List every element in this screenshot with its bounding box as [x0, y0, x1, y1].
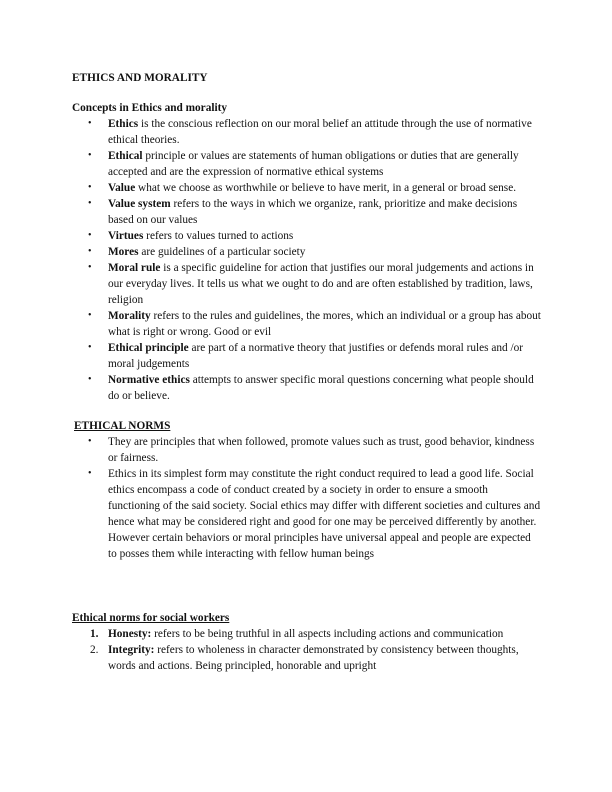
norm-text: They are principles that when followed, promote values such as trust, good behavior, kindness or fairness.	[108, 436, 535, 464]
definition: principle or values are statements of human obligations or duties that are generally accepted and are the expression of normative ethical systems	[108, 150, 519, 178]
bullet-icon: •	[88, 262, 92, 273]
ethical-norms-list	[72, 434, 542, 562]
term: Mores	[108, 246, 139, 258]
list-item	[72, 372, 542, 404]
list-item	[72, 260, 542, 308]
item-number: 2.	[90, 644, 99, 656]
social-workers-heading: Ethical norms for social workers	[72, 612, 230, 624]
document-page	[72, 70, 542, 674]
definition: is a specific guideline for action that justifies our moral judgements and actions in our everyday lives. It tells us what we ought to do and are often established by tradition, laws, religion	[108, 262, 534, 306]
definition: is the conscious reflection on our moral belief an attitude through the use of normative ethical theories.	[108, 118, 532, 146]
list-item	[72, 228, 542, 244]
list-item	[72, 196, 542, 228]
list-item	[72, 434, 542, 466]
list-item	[72, 148, 542, 180]
ethical-norms-heading: ETHICAL NORMS	[74, 420, 171, 432]
bullet-icon: •	[88, 342, 92, 353]
concepts-heading: Concepts in Ethics and morality	[72, 102, 228, 114]
item-number: 1.	[90, 628, 99, 640]
definition: are guidelines of a particular society	[138, 246, 306, 258]
bullet-icon: •	[88, 230, 92, 241]
definition: are part of a normative theory that justifies or defends moral rules and /or moral judgements	[108, 342, 524, 370]
term: Ethical principle	[108, 342, 189, 354]
social-workers-list	[72, 626, 542, 674]
list-item	[72, 244, 542, 260]
list-item	[72, 308, 542, 340]
list-item	[72, 626, 542, 642]
definition: refers to the ways in which we organize, rank, prioritize and make decisions based on our values	[108, 198, 518, 226]
term: Virtues	[108, 230, 144, 242]
term: Moral rule	[108, 262, 161, 274]
definition: refers to be being truthful in all aspects including actions and communication	[151, 628, 504, 640]
bullet-icon: •	[88, 246, 92, 257]
list-item	[72, 180, 542, 196]
definition: refers to wholeness in character demonstrated by consistency between thoughts, words and actions. Being principled, honorable and upright	[108, 644, 519, 672]
bullet-icon: •	[88, 436, 92, 447]
term: Ethical	[108, 150, 143, 162]
list-item	[72, 116, 542, 148]
bullet-icon: •	[88, 374, 92, 385]
bullet-icon: •	[88, 198, 92, 209]
norm-text: Ethics in its simplest form may constitute the right conduct required to lead a good life. Social ethics encompass a code of conduct created by a society in order to ensure a smooth functioning of the said society. Social ethics may differ with different societies and cultures and hence what may be considered right and good for one may be perceived differently by another. However certain behaviors or moral principles have universal appeal and people are expected to posses them while interacting with fellow human beings	[108, 468, 541, 560]
definition: what we choose as worthwhile or believe to have merit, in a general or broad sense.	[135, 182, 517, 194]
term: Morality	[108, 310, 151, 322]
definition: refers to the rules and guidelines, the mores, which an individual or a group has about what is right or wrong. Good or evil	[108, 310, 541, 338]
list-item	[72, 340, 542, 372]
term: Value	[108, 182, 136, 194]
bullet-icon: •	[88, 310, 92, 321]
concepts-list	[72, 116, 542, 404]
term: Ethics	[108, 118, 139, 130]
bullet-icon: •	[88, 150, 92, 161]
term: Honesty:	[108, 628, 152, 640]
bullet-icon: •	[88, 468, 92, 479]
definition: refers to values turned to actions	[143, 230, 294, 242]
bullet-icon: •	[88, 118, 92, 129]
document-title: ETHICS AND MORALITY	[72, 72, 208, 84]
term: Normative ethics	[108, 374, 190, 386]
bullet-icon: •	[88, 182, 92, 193]
list-item	[72, 642, 542, 674]
definition: attempts to answer specific moral questions concerning what people should do or believe.	[108, 374, 534, 402]
term: Integrity:	[108, 644, 155, 656]
list-item	[72, 466, 542, 562]
term: Value system	[108, 198, 171, 210]
